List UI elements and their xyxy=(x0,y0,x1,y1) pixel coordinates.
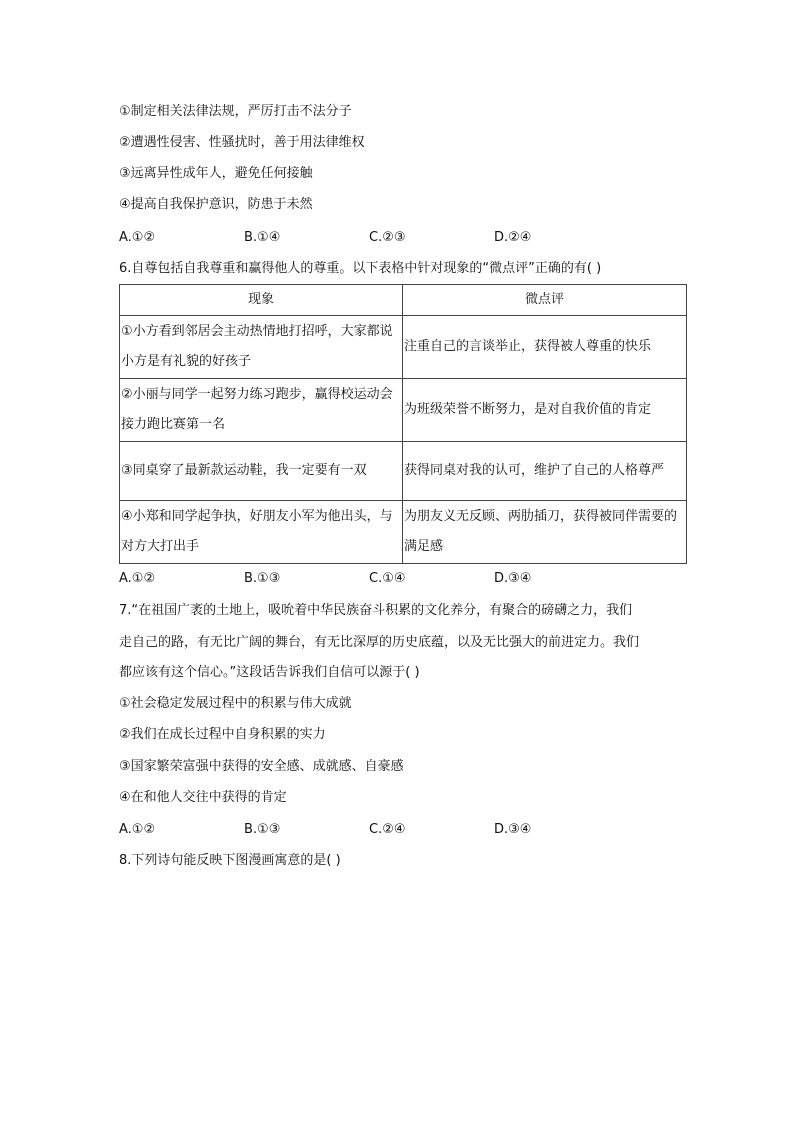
q6-option-c[interactable]: C.①④ xyxy=(369,571,406,586)
header-phenomenon: 现象 xyxy=(120,285,403,316)
q7-option-d[interactable]: D.③④ xyxy=(494,822,532,837)
q7-stem-line-3: 都应该有这个信心。”这段话告诉我们自信可以源于( ) xyxy=(119,665,420,680)
q5-option-b[interactable]: B.①④ xyxy=(244,230,281,245)
phenomenon-cell: ①小方看到邻居会主动热情地打招呼，大家都说小方是有礼貌的好孩子 xyxy=(120,316,403,379)
q5-option-a[interactable]: A.①② xyxy=(119,230,156,245)
q5-options xyxy=(119,229,679,247)
comment-cell: 获得同桌对我的认可，维护了自己的人格尊严 xyxy=(403,442,687,501)
q7-stem-line-2: 走自己的路，有无比广阔的舞台，有无比深厚的历史底蕴，以及无比强大的前进定力。我们 xyxy=(119,635,640,650)
q5-item-2: ②遭遇性侵害、性骚扰时，善于用法律维权 xyxy=(119,135,365,150)
q7-options xyxy=(119,821,679,839)
q7-item-2: ②我们在成长过程中自身积累的实力 xyxy=(119,727,326,742)
comment-cell: 为班级荣誉不断努力，是对自我价值的肯定 xyxy=(403,379,687,442)
phenomenon-cell: ④小郑和同学起争执，好朋友小军为他出头，与对方大打出手 xyxy=(120,501,403,564)
table-header-row xyxy=(120,285,687,316)
table-row xyxy=(120,379,687,442)
q7-item-4: ④在和他人交往中获得的肯定 xyxy=(119,790,287,805)
q6-option-b[interactable]: B.①③ xyxy=(244,571,281,586)
q7-item-3: ③国家繁荣富强中获得的安全感、成就感、自豪感 xyxy=(119,759,404,774)
q7-option-a[interactable]: A.①② xyxy=(119,822,156,837)
comment-cell: 为朋友义无反顾、两肋插刀，获得被同伴需要的满足感 xyxy=(403,501,687,564)
table-row xyxy=(120,501,687,564)
table-row xyxy=(120,442,687,501)
q6-option-a[interactable]: A.①② xyxy=(119,571,156,586)
q5-option-d[interactable]: D.②④ xyxy=(494,230,532,245)
q5-option-c[interactable]: C.②③ xyxy=(369,230,406,245)
table-row xyxy=(120,316,687,379)
q6-options xyxy=(119,570,679,588)
q6-table xyxy=(119,284,687,564)
comment-cell: 注重自己的言谈举止，获得被人尊重的快乐 xyxy=(403,316,687,379)
phenomenon-cell: ②小丽与同学一起努力练习跑步，赢得校运动会接力跑比赛第一名 xyxy=(120,379,403,442)
q7-option-b[interactable]: B.①③ xyxy=(244,822,281,837)
q7-stem-line-1: 7.“在祖国广袤的土地上，吸吮着中华民族奋斗积累的文化养分，有聚合的磅礴之力，我们 xyxy=(119,603,633,618)
q6-stem: 6.自尊包括自我尊重和赢得他人的尊重。以下表格中针对现象的“微点评”正确的有( ) xyxy=(119,261,602,276)
q5-item-1: ①制定相关法律法规，严厉打击不法分子 xyxy=(119,104,352,119)
q7-option-c[interactable]: C.②④ xyxy=(369,822,406,837)
phenomenon-cell: ③同桌穿了最新款运动鞋，我一定要有一双 xyxy=(120,442,403,501)
q8-stem: 8.下列诗句能反映下图漫画寓意的是( ) xyxy=(119,853,341,868)
q7-item-1: ①社会稳定发展过程中的积累与伟大成就 xyxy=(119,696,352,711)
q5-item-3: ③远离异性成年人，避免任何接触 xyxy=(119,166,313,181)
q5-item-4: ④提高自我保护意识，防患于未然 xyxy=(119,197,313,212)
q6-option-d[interactable]: D.③④ xyxy=(494,571,532,586)
header-comment: 微点评 xyxy=(403,285,687,316)
